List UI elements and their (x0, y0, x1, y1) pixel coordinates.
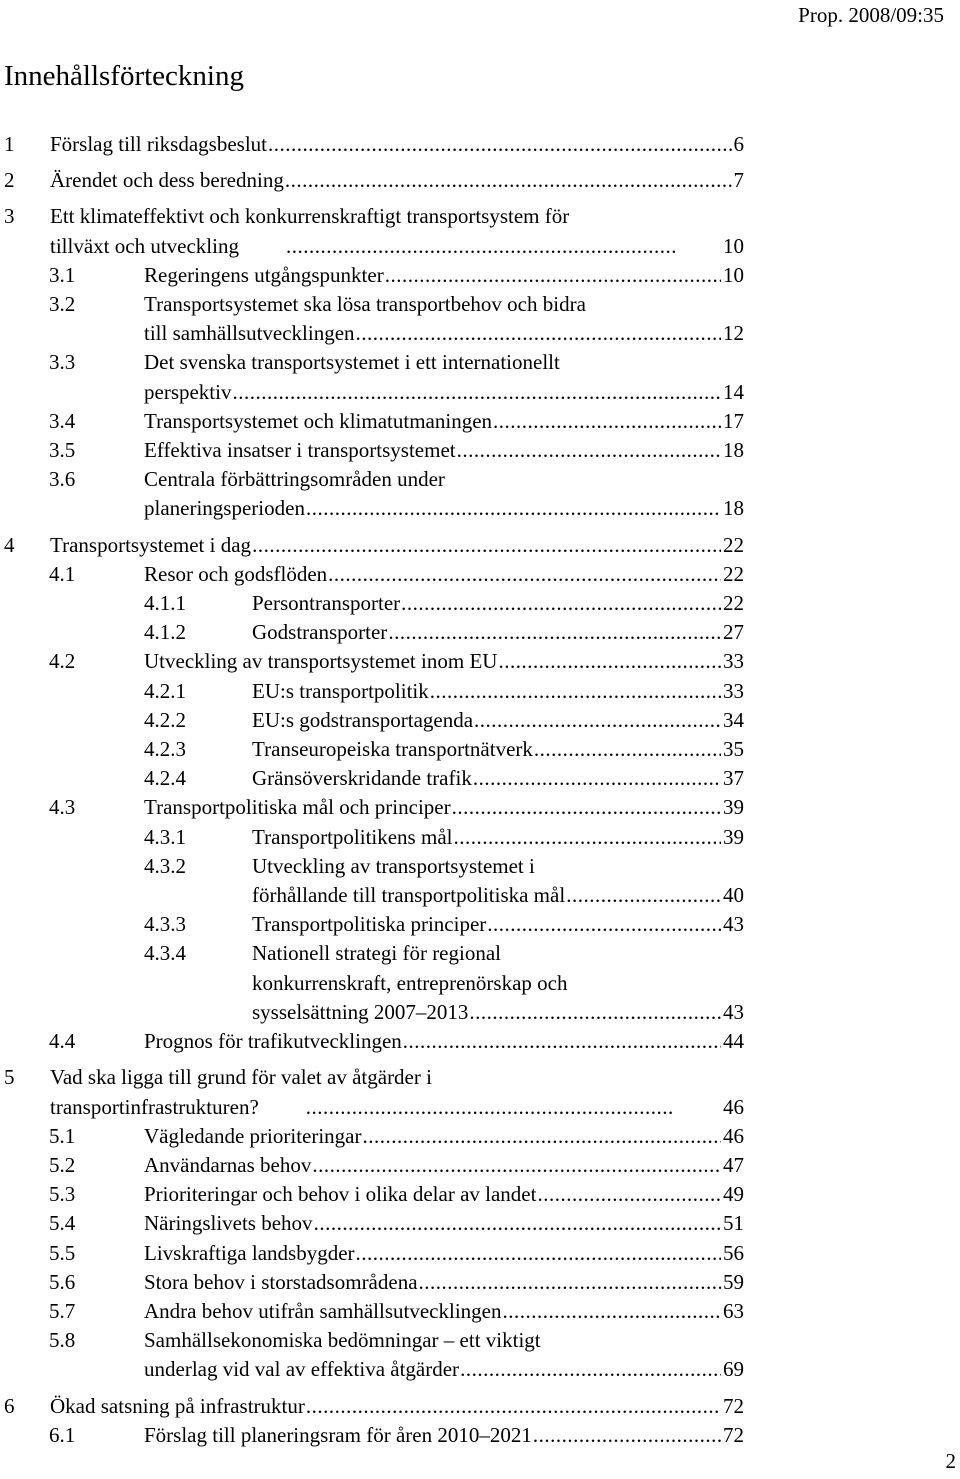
dot-leader (457, 436, 721, 465)
toc-entry-title: Utveckling av transportsystemet inom EU (144, 649, 498, 674)
dot-leader (419, 1268, 721, 1297)
toc-entry[interactable] (4, 436, 744, 465)
dot-leader (566, 881, 721, 910)
toc-entry-number: 3.3 (49, 350, 76, 375)
toc-entry-title: Ökad satsning på infrastruktur (50, 1393, 305, 1418)
toc-entry-title: Transportpolitikens mål (252, 824, 453, 849)
toc-entry-title: Persontransporter (252, 591, 401, 616)
toc-entry-page: 44 (723, 1029, 744, 1054)
toc-entry[interactable] (4, 1209, 744, 1238)
toc-entry-page: 46 (723, 1094, 744, 1119)
toc-entry-text (4, 1063, 744, 1121)
dot-leader (385, 261, 721, 290)
toc-entry[interactable] (4, 407, 744, 436)
toc-entry-title: Vägledande prioriteringar (144, 1123, 362, 1148)
toc-entry-title: Regeringens utgångspunkter (144, 262, 384, 287)
toc-entry-page: 72 (723, 1422, 744, 1447)
dot-leader (285, 166, 732, 195)
toc-entry-title-line: Utveckling av transportsystemet i (252, 853, 535, 878)
toc-entry-title: sysselsättning 2007–2013 (252, 999, 469, 1024)
dot-leader (252, 531, 721, 560)
toc-entry-text (252, 823, 744, 852)
dot-leader (460, 1355, 721, 1384)
toc-entry[interactable] (4, 1027, 744, 1056)
toc-entry-text (144, 1239, 744, 1268)
toc-entry-title: Godstransporter (252, 620, 388, 645)
toc-entry-number: 5.5 (49, 1240, 76, 1265)
toc-entry-title: Transeuropeiska transportnätverk (252, 737, 533, 762)
dot-leader (473, 764, 721, 793)
toc-entry-title-line: Centrala förbättringsområden under (144, 467, 445, 492)
toc-entry-number: 5.2 (49, 1152, 76, 1177)
toc-entry-number: 4.4 (49, 1029, 76, 1054)
toc-entry-title: Näringslivets behov (144, 1211, 313, 1236)
toc-entry[interactable] (4, 261, 744, 290)
toc-entry-title: Livskraftiga landsbygder (144, 1240, 355, 1265)
toc-entry[interactable] (4, 560, 744, 589)
toc-entry-text (144, 1027, 744, 1056)
toc-entry-text (252, 939, 744, 1027)
toc-entry-text (252, 735, 744, 764)
dot-leader (453, 823, 721, 852)
toc-entry-number: 4.2.3 (144, 737, 186, 762)
toc-entry[interactable] (4, 1239, 744, 1268)
toc-entry-page: 27 (723, 620, 744, 645)
toc-entry-text (252, 706, 744, 735)
toc-entry-page: 22 (723, 561, 744, 586)
toc-entry[interactable] (4, 465, 744, 523)
toc-entry-text (50, 1392, 744, 1421)
toc-entry-page: 39 (723, 795, 744, 820)
toc-entry-number: 2 (4, 168, 15, 193)
toc-entry-page: 7 (733, 168, 744, 193)
toc-entry-title-line: konkurrenskraft, entreprenörskap och (252, 970, 568, 995)
toc-entry-title: Förslag till planeringsram för åren 2010–2021 (144, 1422, 532, 1447)
toc-entry-page: 17 (723, 408, 744, 433)
dot-leader (474, 706, 721, 735)
toc-entry-page: 46 (723, 1123, 744, 1148)
toc-entry-text (144, 261, 744, 290)
toc-entry-title: transportinfrastrukturen? (50, 1094, 259, 1119)
toc-entry-title: Andra behov utifrån samhällsutvecklingen (144, 1298, 502, 1323)
dot-leader (306, 494, 721, 523)
toc-entry-title: Ärendet och dess beredning (50, 168, 284, 193)
dot-leader (312, 1151, 721, 1180)
toc-entry-title: Transportpolitiska mål och principer (144, 795, 451, 820)
toc-entry-text (144, 1122, 744, 1151)
toc-entry-text (144, 290, 744, 348)
dot-leader (232, 378, 721, 407)
toc-entry-title-line: Nationell strategi för regional (252, 941, 501, 966)
toc-entry-number: 5.1 (49, 1123, 76, 1148)
toc-entry-page: 35 (723, 737, 744, 762)
toc-entry-text (144, 1421, 744, 1450)
toc-entry-text (144, 1326, 744, 1384)
toc-entry-page: 69 (723, 1357, 744, 1382)
toc-entry-text (144, 407, 744, 436)
dot-leader (306, 1392, 721, 1421)
toc-entry-number: 4.2 (49, 649, 76, 674)
toc-entry-title: perspektiv (144, 379, 232, 404)
toc-entry-text (144, 793, 744, 822)
dot-leader (314, 1209, 721, 1238)
toc-entry-number: 3.5 (49, 438, 76, 463)
toc-entry-number: 4.3.4 (144, 941, 186, 966)
toc-entry-text (252, 852, 744, 910)
toc-entry-text (252, 910, 744, 939)
toc-entry-page: 22 (723, 591, 744, 616)
toc-entry[interactable] (4, 764, 744, 793)
dot-leader (502, 1297, 721, 1326)
toc-entry-number: 4.3.1 (144, 824, 186, 849)
toc-entry-number: 1 (4, 132, 15, 156)
toc-entry-title: underlag vid val av effektiva åtgärder (144, 1357, 460, 1382)
toc-entry-text (144, 348, 744, 406)
toc-entry[interactable] (4, 1122, 744, 1151)
toc-entry-number: 4.2.2 (144, 707, 186, 732)
dot-leader (328, 560, 721, 589)
toc-entry[interactable] (4, 1326, 744, 1384)
toc-entry-text (144, 1151, 744, 1180)
toc-entry[interactable] (4, 1063, 744, 1121)
dot-leader (493, 407, 721, 436)
toc-entry[interactable] (4, 618, 744, 647)
toc-entry[interactable] (4, 706, 744, 735)
toc-entry[interactable] (4, 202, 744, 260)
toc-entry-page: 43 (723, 912, 744, 937)
dot-leader (452, 793, 721, 822)
toc-entry[interactable] (4, 1180, 744, 1209)
toc-entry-page: 40 (723, 883, 744, 908)
toc-entry[interactable] (4, 735, 744, 764)
toc-entry-page: 63 (723, 1298, 744, 1323)
toc-entry-page: 12 (723, 321, 744, 346)
toc-entry-page: 33 (723, 678, 744, 703)
toc-entry-number: 3.1 (49, 262, 76, 287)
toc-entry-number: 4.3.2 (144, 853, 186, 878)
toc-entry-title: EU:s godstransportagenda (252, 707, 474, 732)
toc-entry-title: Transportsystemet i dag (50, 532, 252, 557)
toc-entry-title-line: Transportsystemet ska lösa transportbehov och bidra (144, 292, 586, 317)
table-of-contents (4, 130, 744, 1450)
toc-entry-title: Stora behov i storstadsområdena (144, 1269, 418, 1294)
dot-leader (537, 1180, 721, 1209)
dot-leader (363, 1122, 722, 1151)
toc-entry-title-line: Vad ska ligga till grund för valet av åtgärder i (50, 1065, 432, 1090)
toc-entry-page: 14 (723, 379, 744, 404)
toc-entry-number: 4.3.3 (144, 912, 186, 937)
toc-entry-text (144, 647, 744, 676)
toc-entry[interactable] (4, 1421, 744, 1450)
dot-leader (356, 1239, 721, 1268)
toc-entry-number: 4.3 (49, 795, 76, 820)
toc-entry-page: 18 (723, 438, 744, 463)
toc-entry-text (144, 560, 744, 589)
dot-leader (356, 319, 721, 348)
toc-entry[interactable] (4, 130, 744, 159)
toc-entry-text (252, 764, 744, 793)
dot-leader (401, 589, 721, 618)
toc-entry-title: Transportsystemet och klimatutmaningen (144, 408, 493, 433)
toc-entry-title: Effektiva insatser i transportsystemet (144, 438, 456, 463)
toc-entry-page: 59 (723, 1269, 744, 1294)
toc-entry-number: 6.1 (49, 1422, 76, 1447)
toc-entry-title: Gränsöverskridande trafik (252, 766, 472, 791)
toc-entry-number: 4.1 (49, 561, 76, 586)
toc-entry-number: 3.4 (49, 408, 76, 433)
toc-entry-page: 51 (723, 1211, 744, 1236)
toc-entry-page: 49 (723, 1182, 744, 1207)
toc-entry-text (252, 677, 744, 706)
toc-entry-page: 22 (723, 532, 744, 557)
toc-entry-text (252, 618, 744, 647)
toc-entry-text (144, 1180, 744, 1209)
dot-leader (498, 647, 721, 676)
toc-entry-page: 43 (723, 999, 744, 1024)
toc-entry-number: 4.2.1 (144, 678, 186, 703)
toc-entry[interactable] (4, 531, 744, 560)
toc-entry-page: 6 (733, 132, 744, 156)
toc-entry-number: 3.6 (49, 467, 76, 492)
dot-leader (240, 232, 675, 261)
toc-entry[interactable] (4, 290, 744, 348)
toc-entry-page: 10 (723, 262, 744, 287)
toc-entry-number: 5.3 (49, 1182, 76, 1207)
toc-entry-page: 34 (723, 707, 744, 732)
toc-entry-title-line: Ett klimateffektivt och konkurrenskraftigt transportsystem för (50, 204, 570, 229)
toc-entry-text (144, 1268, 744, 1297)
toc-entry[interactable] (4, 939, 744, 1027)
toc-entry-number: 4 (4, 532, 15, 557)
toc-entry-title-line: Det svenska transportsystemet i ett internationellt (144, 350, 560, 375)
toc-entry-text (50, 531, 744, 560)
toc-entry-number: 5.7 (49, 1298, 76, 1323)
dot-leader (469, 998, 721, 1027)
toc-entry[interactable] (4, 1392, 744, 1421)
toc-entry-number: 5.6 (49, 1269, 76, 1294)
toc-entry[interactable] (4, 793, 744, 822)
toc-entry-page: 56 (723, 1240, 744, 1265)
toc-entry-text (4, 202, 744, 260)
toc-entry-text (50, 130, 744, 159)
toc-entry[interactable] (4, 823, 744, 852)
dot-leader (487, 910, 721, 939)
toc-entry-number: 4.1.1 (144, 591, 186, 616)
toc-entry-text (144, 436, 744, 465)
toc-entry-title: Förslag till riksdagsbeslut (50, 132, 267, 156)
toc-entry-page: 72 (723, 1393, 744, 1418)
toc-entry-title: Resor och godsflöden (144, 561, 328, 586)
toc-entry-title: Prognos för trafikutvecklingen (144, 1029, 402, 1054)
toc-entry[interactable] (4, 348, 744, 406)
toc-entry-number: 4.2.4 (144, 766, 186, 791)
toc-entry-text (144, 465, 744, 523)
toc-entry-title: Transportpolitiska principer (252, 912, 487, 937)
toc-entry-page: 47 (723, 1152, 744, 1177)
toc-entry-text (252, 589, 744, 618)
dot-leader (533, 1421, 721, 1450)
toc-entry-page: 37 (723, 766, 744, 791)
dot-leader (534, 735, 721, 764)
toc-entry[interactable] (4, 647, 744, 676)
toc-entry[interactable] (4, 166, 744, 195)
toc-entry-title: till samhällsutvecklingen (144, 321, 355, 346)
toc-entry-page: 10 (723, 233, 744, 258)
toc-entry[interactable] (4, 589, 744, 618)
toc-entry-number: 5.8 (49, 1328, 76, 1353)
toc-entry-text (50, 166, 744, 195)
toc-entry[interactable] (4, 1151, 744, 1180)
toc-entry-text (144, 1297, 744, 1326)
toc-entry-title: Användarnas behov (144, 1152, 312, 1177)
toc-entry-title: tillväxt och utveckling (50, 233, 239, 258)
toc-entry-title: förhållande till transportpolitiska mål (252, 883, 566, 908)
dot-leader (430, 677, 721, 706)
toc-entry[interactable] (4, 910, 744, 939)
toc-entry-text (144, 1209, 744, 1238)
dot-leader (403, 1027, 721, 1056)
toc-entry-title: EU:s transportpolitik (252, 678, 429, 703)
toc-entry-title: Prioriteringar och behov i olika delar av landet (144, 1182, 537, 1207)
toc-entry-page: 39 (723, 824, 744, 849)
toc-entry-title-line: Samhällsekonomiska bedömningar – ett viktigt (144, 1328, 541, 1353)
toc-entry-number: 4.1.2 (144, 620, 186, 645)
dot-leader (260, 1093, 675, 1122)
toc-entry-number: 5 (4, 1065, 15, 1090)
toc-entry[interactable] (4, 1297, 744, 1326)
toc-title: Innehållsförteckning (4, 60, 244, 92)
toc-entry-number: 6 (4, 1393, 15, 1418)
toc-entry-page: 33 (723, 649, 744, 674)
toc-entry[interactable] (4, 1268, 744, 1297)
dot-leader (268, 130, 732, 159)
toc-entry-page: 18 (723, 496, 744, 521)
toc-entry-number: 5.4 (49, 1211, 76, 1236)
toc-entry[interactable] (4, 852, 744, 910)
toc-entry-title: planeringsperioden (144, 496, 305, 521)
document-reference: Prop. 2008/09:35 (798, 3, 944, 27)
dot-leader (388, 618, 721, 647)
toc-entry-number: 3 (4, 204, 15, 229)
toc-entry-number: 3.2 (49, 292, 76, 317)
page-number: 2 (945, 1449, 956, 1473)
toc-entry[interactable] (4, 677, 744, 706)
